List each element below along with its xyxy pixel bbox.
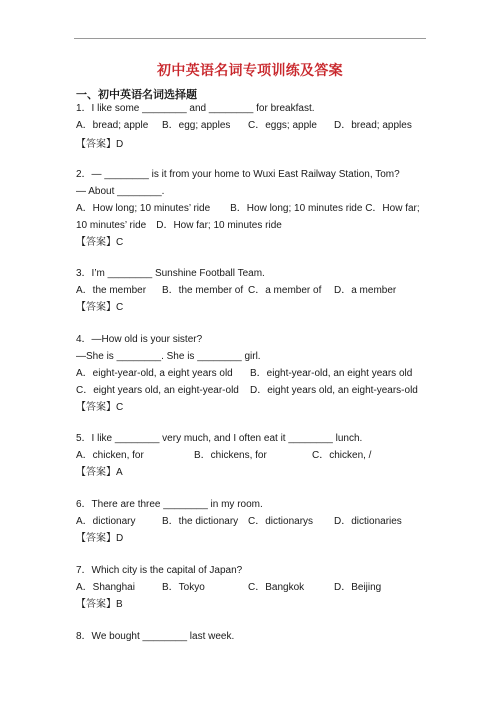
question-2 <box>76 166 421 251</box>
question-stem: 4．—How old is your sister? <box>76 334 203 345</box>
option-d: D．a member <box>334 285 397 296</box>
option-a: A．eight-year-old, a eight years old <box>76 368 233 379</box>
option-row <box>76 365 421 382</box>
question-stem: 3．I’m ________ Sunshine Football Team. <box>76 268 265 279</box>
option-d: D．bread; apples <box>334 120 412 131</box>
option-a: A．bread; apple <box>76 120 149 131</box>
option-row <box>76 579 421 596</box>
question-7 <box>76 562 421 613</box>
answer-line: 【答案】D <box>76 533 124 544</box>
answer-line: 【答案】B <box>76 599 123 610</box>
option-row <box>76 513 421 530</box>
question-1 <box>76 100 421 153</box>
option-b: B．Tokyo <box>162 582 205 593</box>
answer-line: 【答案】C <box>76 402 124 413</box>
option-b: B．egg; apples <box>162 120 231 131</box>
answer-line: 【答案】D <box>76 139 124 150</box>
answer-line: 【答案】A <box>76 467 123 478</box>
header-rule <box>74 38 426 39</box>
question-stem-reply: — About ________. <box>76 186 165 197</box>
option-c: C．chicken, / <box>312 450 372 461</box>
option-a: A．the member <box>76 285 147 296</box>
option-d: D．Beijing <box>334 582 382 593</box>
option-d: D．dictionaries <box>334 516 402 527</box>
question-3 <box>76 265 421 316</box>
question-stem: 5．I like ________ very much, and I often eat it ________ lunch. <box>76 433 363 444</box>
question-4 <box>76 331 421 416</box>
answer-line: 【答案】C <box>76 302 124 313</box>
question-stem: 2．— ________ is it from your home to Wuxi East Railway Station, Tom? <box>76 169 400 180</box>
answer-line: 【答案】C <box>76 237 124 248</box>
option-b: B．eight-year-old, an eight years old <box>250 368 413 379</box>
option-a: A．chicken, for <box>76 450 144 461</box>
option-row <box>76 447 421 464</box>
question-stem: 8．We bought ________ last week. <box>76 631 235 642</box>
question-stem-reply: —She is ________. She is ________ girl. <box>76 351 261 362</box>
option-c: C．dictionarys <box>248 516 314 527</box>
option-c: C．eggs; apple <box>248 120 317 131</box>
question-8 <box>76 628 421 645</box>
option-row <box>76 282 421 299</box>
option-b: B．the dictionary <box>162 516 239 527</box>
question-6 <box>76 496 421 547</box>
option-row <box>76 117 421 134</box>
option-text: A．How long; 10 minutes’ ride B．How long; 10 minutes ride C．How far; 10 minutes’ ride D．How far; 10 minutes ride <box>76 203 420 231</box>
option-d: D．eight years old, an eight-years-old <box>250 385 418 396</box>
question-stem: 6．There are three ________ in my room. <box>76 499 263 510</box>
option-a: A．dictionary <box>76 516 136 527</box>
section-heading: 一、初中英语名词选择题 <box>76 89 197 101</box>
option-a: A．Shanghai <box>76 582 135 593</box>
document-title: 初中英语名词专项训练及答案 <box>157 62 343 78</box>
option-b: B．chickens, for <box>194 450 267 461</box>
option-c: C．Bangkok <box>248 582 305 593</box>
option-c: C．a member of <box>248 285 322 296</box>
question-5 <box>76 430 421 481</box>
question-stem: 7．Which city is the capital of Japan? <box>76 565 243 576</box>
option-c: C．eight years old, an eight-year-old <box>76 385 239 396</box>
option-b: B．the member of <box>162 285 244 296</box>
question-stem: 1．I like some ________ and ________ for breakfast. <box>76 103 315 114</box>
option-row <box>76 382 421 399</box>
